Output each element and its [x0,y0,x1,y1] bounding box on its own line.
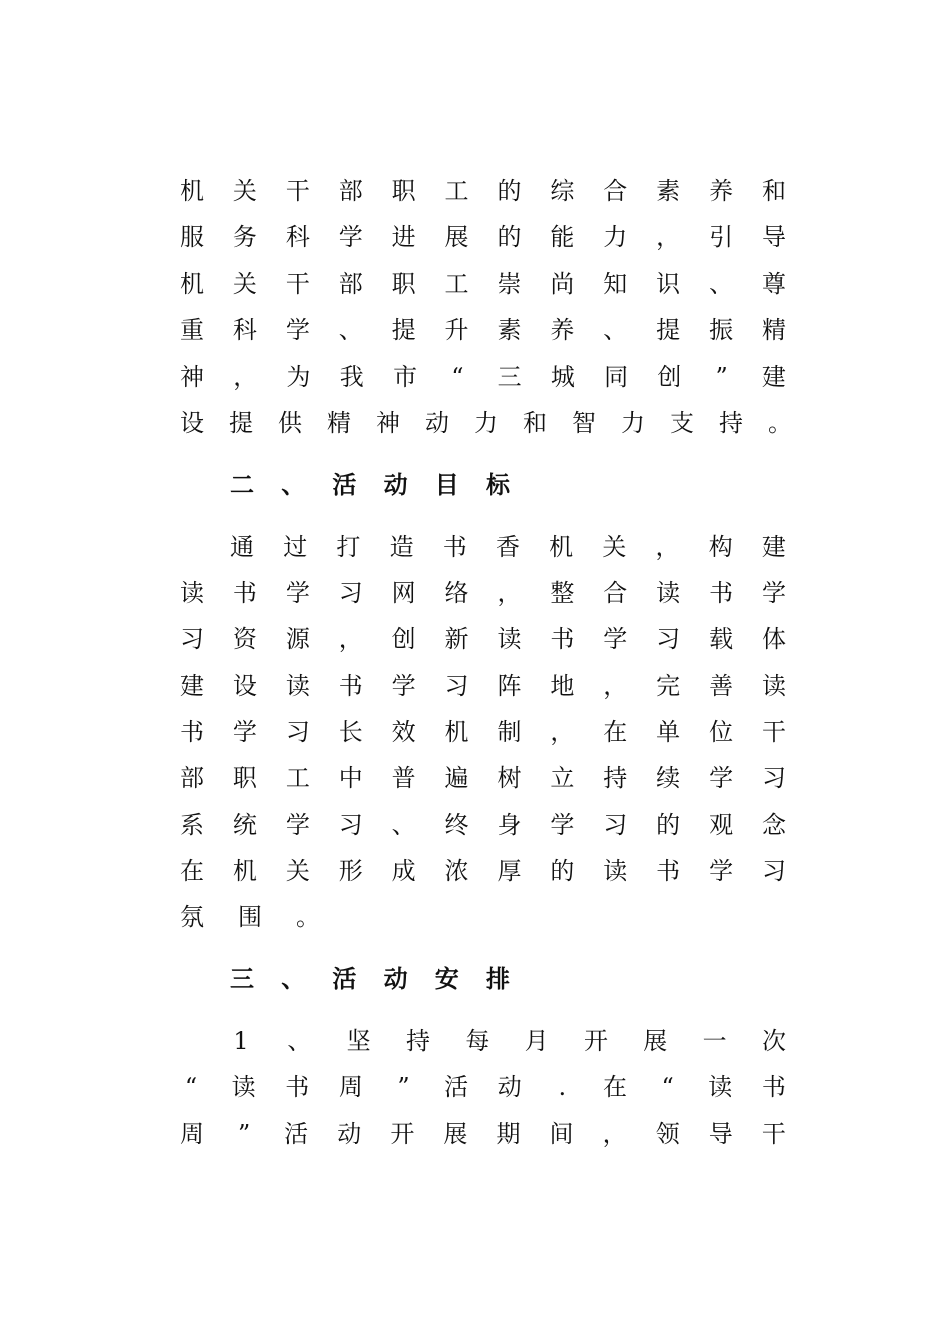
text-char: 科 [285,223,310,251]
text-char: 展 [443,1120,468,1148]
text-line [180,761,786,795]
text-char: 合 [603,177,628,205]
text-char: ， [233,363,258,391]
text-char: 的 [497,177,522,205]
text-line [180,576,786,610]
text-char: 持 [719,409,743,437]
text-char: 导 [708,1120,733,1148]
text-char: 遍 [444,764,469,792]
text-char: 力 [474,409,498,437]
text-char: 学 [285,811,310,839]
text-line [180,622,786,656]
text-line [180,1117,786,1151]
text-char: 三 [230,965,254,993]
text-char: 建 [180,672,204,700]
text-char: 围 [238,903,262,931]
text-char: 长 [338,718,363,746]
text-char: 市 [393,363,418,391]
text-char: 活 [332,471,357,499]
text-char: 习 [338,811,363,839]
text-char: 在 [603,1073,627,1101]
text-char: 形 [338,857,363,885]
text-char: 效 [391,718,416,746]
text-char: 素 [497,316,522,344]
text-char: 职 [232,764,257,792]
text-char: 养 [709,177,734,205]
text-char: 合 [603,579,628,607]
text-char: 每 [465,1027,490,1055]
text-char: 目 [434,471,459,499]
text-line [180,313,786,347]
text-char: 导 [761,223,786,251]
text-char: ” [397,1073,410,1101]
text-char: 中 [338,764,363,792]
text-char: 动 [383,965,408,993]
text-char: 。 [296,903,320,931]
text-line [180,900,786,934]
text-char: 习 [656,625,681,653]
text-char: 位 [709,718,734,746]
text-char: 地 [550,672,575,700]
text-char: 读 [708,1073,733,1101]
text-char: 读 [231,1073,256,1101]
text-char: 浓 [444,857,469,885]
text-char: 、 [281,965,306,993]
text-char: 读 [180,579,204,607]
text-char: 观 [709,811,734,839]
text-char: 络 [444,579,469,607]
text-char: 为 [286,363,311,391]
text-char: 机 [180,270,204,298]
text-char: 领 [655,1120,680,1148]
text-char: 终 [444,811,469,839]
text-char: 服 [180,223,204,251]
text-char: 务 [232,223,257,251]
text-char: 设 [180,409,204,437]
text-char: 创 [391,625,416,653]
text-line [180,360,786,394]
text-line [180,1070,786,1104]
text-char: 神 [376,409,400,437]
section-heading [230,468,510,502]
text-char: 书 [338,672,363,700]
text-char: 持 [603,764,628,792]
text-char: 机 [444,718,469,746]
text-char: 。 [768,409,792,437]
text-char: 体 [761,625,786,653]
text-char: 期 [496,1120,521,1148]
text-char: 开 [390,1120,415,1148]
text-line [180,715,786,749]
text-char: 的 [497,223,522,251]
text-char: 念 [761,811,786,839]
text-char: 动 [497,1073,522,1101]
text-char: ， [655,533,680,561]
text-char: “ [661,1073,674,1101]
text-char: 养 [550,316,575,344]
text-char: 科 [232,316,257,344]
text-char: “ [184,1073,198,1101]
text-char: 神 [180,363,204,391]
text-char: 崇 [497,270,522,298]
text-char: 1 [233,1027,249,1055]
text-char: 打 [336,533,361,561]
text-char: 学 [338,223,363,251]
text-line [180,669,786,703]
text-char: 新 [444,625,469,653]
text-char: 网 [391,579,416,607]
text-char: 干 [761,718,786,746]
text-char: 学 [391,672,416,700]
text-char: 开 [583,1027,608,1055]
text-char: 普 [391,764,416,792]
text-char: 读 [603,857,628,885]
text-char: 学 [285,316,310,344]
text-char: 创 [657,363,682,391]
text-char: 和 [761,177,786,205]
text-char: “ [451,363,464,391]
text-char: 升 [444,316,469,344]
text-char: 安 [434,965,459,993]
text-char: 书 [761,1073,786,1101]
text-char: 系 [180,811,204,839]
text-char: 活 [444,1073,469,1101]
text-char: 二 [230,471,254,499]
text-char: 精 [327,409,351,437]
text-char: 、 [603,316,628,344]
text-char: 单 [656,718,681,746]
text-char: 完 [656,672,681,700]
section-heading [230,962,510,996]
text-char: ” [237,1120,251,1148]
text-char: 动 [337,1120,362,1148]
text-char: 部 [338,270,363,298]
text-char: 厚 [497,857,522,885]
text-char: 次 [761,1027,786,1055]
text-line [180,808,786,842]
text-char: 续 [656,764,681,792]
text-char: 书 [285,1073,310,1101]
text-char: ， [497,579,522,607]
text-char: 活 [332,965,357,993]
text-char: 机 [549,533,574,561]
text-char: 香 [495,533,520,561]
text-char: ， [603,672,628,700]
text-char: 活 [284,1120,309,1148]
text-char: 氛 [180,903,204,931]
text-char: 书 [442,533,467,561]
text-char: 工 [285,764,310,792]
text-char: 建 [761,533,786,561]
text-char: 提 [391,316,416,344]
text-char: 和 [523,409,547,437]
text-line [180,267,786,301]
text-char: 学 [709,857,734,885]
text-char: 在 [180,857,204,885]
text-char: 阵 [497,672,522,700]
text-char: 坚 [346,1027,371,1055]
text-char: 关 [602,533,627,561]
text-char: 习 [761,764,786,792]
text-char: 书 [656,857,681,885]
text-char: 读 [497,625,522,653]
text-char: 一 [702,1027,727,1055]
text-char: 提 [656,316,681,344]
text-char: 能 [550,223,575,251]
text-char: 源 [285,625,310,653]
text-char: 的 [656,811,681,839]
text-char: 制 [497,718,522,746]
text-char: 、 [287,1027,312,1055]
text-char: 同 [604,363,629,391]
text-char: 部 [180,764,204,792]
text-line [180,406,792,440]
text-char: 书 [709,579,734,607]
text-char: ， [656,223,681,251]
text-char: 造 [389,533,414,561]
text-char: 动 [425,409,449,437]
text-char: 载 [709,625,734,653]
text-char: 引 [709,223,734,251]
text-line [180,854,786,888]
text-line [180,174,786,208]
text-char: 月 [524,1027,549,1055]
text-char: 智 [572,409,596,437]
text-char: 排 [485,965,510,993]
text-char: 工 [444,177,469,205]
text-char: 学 [603,625,628,653]
text-line [230,530,786,564]
text-char: 在 [603,718,628,746]
text-char: 力 [603,223,628,251]
text-char: 书 [550,625,575,653]
text-char: 展 [444,223,469,251]
text-char: 习 [761,857,786,885]
text-char: 通 [230,533,254,561]
text-char: 身 [497,811,522,839]
text-char: 、 [281,471,306,499]
text-char: 树 [497,764,522,792]
text-char: 习 [285,718,310,746]
text-char: 读 [761,672,786,700]
text-char: 力 [621,409,645,437]
text-char: 关 [232,177,257,205]
text-char: 书 [180,718,204,746]
text-char: 书 [232,579,257,607]
text-char: 进 [391,223,416,251]
text-char: 提 [229,409,253,437]
text-char: 重 [180,316,204,344]
text-char: 供 [278,409,302,437]
text-char: 设 [232,672,257,700]
text-char: 机 [232,857,257,885]
text-char: 知 [603,270,628,298]
text-char: 资 [232,625,257,653]
text-char: 、 [391,811,416,839]
text-char: 标 [485,471,510,499]
text-char: 城 [550,363,575,391]
text-char: 整 [550,579,575,607]
text-char: 干 [285,177,310,205]
text-char: 尚 [550,270,575,298]
text-char: 习 [603,811,628,839]
text-char: 学 [550,811,575,839]
text-char: 动 [383,471,408,499]
text-char: 素 [656,177,681,205]
text-char: 学 [761,579,786,607]
text-char: 职 [391,177,416,205]
text-char: 善 [709,672,734,700]
text-char: 间 [549,1120,574,1148]
text-char: 读 [656,579,681,607]
text-char: 综 [550,177,575,205]
text-char: 习 [338,579,363,607]
text-char: ， [338,625,363,653]
text-char: 干 [285,270,310,298]
text-char: 的 [550,857,575,885]
text-char: 建 [761,363,786,391]
text-char: 成 [391,857,416,885]
text-char: 构 [708,533,733,561]
text-char: 工 [444,270,469,298]
text-char: 学 [709,764,734,792]
text-char: 识 [656,270,681,298]
text-char: 精 [761,316,786,344]
text-char: 习 [444,672,469,700]
text-char: 职 [391,270,416,298]
text-char: 、 [338,316,363,344]
text-char: 展 [643,1027,668,1055]
text-char: 读 [285,672,310,700]
text-char: 尊 [761,270,786,298]
text-char: 持 [405,1027,430,1055]
text-char: . [558,1073,567,1101]
text-char: 支 [670,409,694,437]
text-char: 、 [709,270,734,298]
text-char: 振 [709,316,734,344]
text-char: 学 [232,718,257,746]
text-char: 干 [761,1120,786,1148]
text-char: ， [602,1120,627,1148]
text-char: 习 [180,625,204,653]
text-char: 我 [339,363,364,391]
text-char: 学 [285,579,310,607]
text-char: 关 [232,270,257,298]
text-char: 周 [338,1073,363,1101]
text-char: 过 [283,533,308,561]
text-char: 统 [232,811,257,839]
text-char: 关 [285,857,310,885]
text-char: 三 [497,363,522,391]
text-char: 机 [180,177,204,205]
text-char: ” [715,363,728,391]
text-char: ， [550,718,575,746]
text-line [230,1024,786,1058]
text-char: 部 [338,177,363,205]
text-char: 周 [180,1120,204,1148]
text-line [180,220,786,254]
text-char: 立 [550,764,575,792]
